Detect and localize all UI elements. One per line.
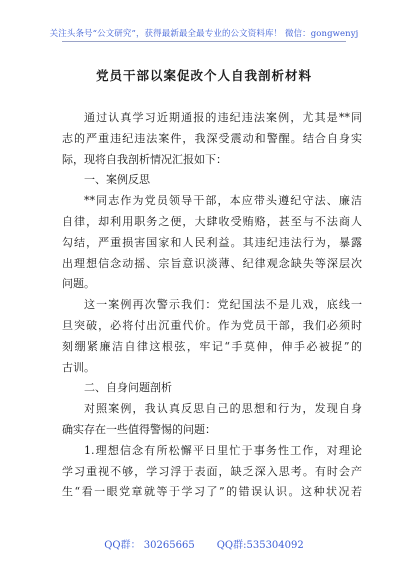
text-line: 自律，却利用职务之便，大肆收受贿赂，甚至与不法商人 xyxy=(62,214,362,228)
text-line: 勾结，严重损害国家和人民利益。其违纪违法行为，暴露 xyxy=(62,235,362,249)
text-line: 出理想信念动摇、宗旨意识淡薄、纪律观念缺失等深层次 xyxy=(62,256,362,270)
text-line: 际，现将自我剖析情况汇报如下： xyxy=(62,152,227,166)
text-line: 问题。 xyxy=(62,277,95,291)
text-line: **同志作为党员领导干部，本应带头遵纪守法、廉洁 xyxy=(84,194,362,208)
text-line: 通过认真学习近期通报的违纪违法案例，尤其是**同 xyxy=(84,111,362,124)
footer xyxy=(0,536,408,551)
text-line: 旦突破，必将付出沉重代价。作为党员干部，我们必须时 xyxy=(62,318,362,332)
document-body xyxy=(62,108,362,503)
text-line: 古训。 xyxy=(62,360,95,374)
header-divider xyxy=(62,41,346,42)
footer-qq-group-1: QQ群： 30265665 xyxy=(104,540,195,551)
text-line: 刻绷紧廉洁自律这根弦，牢记“手莫伸，伸手必被捉”的 xyxy=(62,339,362,353)
text-line: 一、案例反思 xyxy=(84,173,150,187)
text-line: 二、自身问题剖析 xyxy=(84,381,172,395)
footer-qq-group-2: QQ群:535304092 xyxy=(216,540,304,551)
text-line: 学习重视不够，学习浮于表面，缺乏深入思考。有时会产 xyxy=(62,464,362,478)
text-line: 对照案例，我认真反思自己的思想和行为，发现自身 xyxy=(84,402,362,416)
text-line: 志的严重违纪违法案件，我深受震动和警醒。结合自身实 xyxy=(62,131,362,145)
text-line: 确实存在一些值得警惕的问题： xyxy=(62,422,216,436)
header-banner: 关注头条号“公文研究”，获得最新最全最专业的公文资料库！ 微信：gongwenyj xyxy=(49,29,359,39)
text-line: 这一案例再次警示我们：党纪国法不是儿戏，底线一 xyxy=(84,298,362,312)
text-line: 1.理想信念有所松懈平日里忙于事务性工作，对理论 xyxy=(84,443,362,457)
text-line: 生“看一眼党章就等于学习了”的错误认识。这种状况若 xyxy=(62,485,362,499)
document-title: 党员干部以案促改个人自我剖析材料 xyxy=(95,68,312,83)
